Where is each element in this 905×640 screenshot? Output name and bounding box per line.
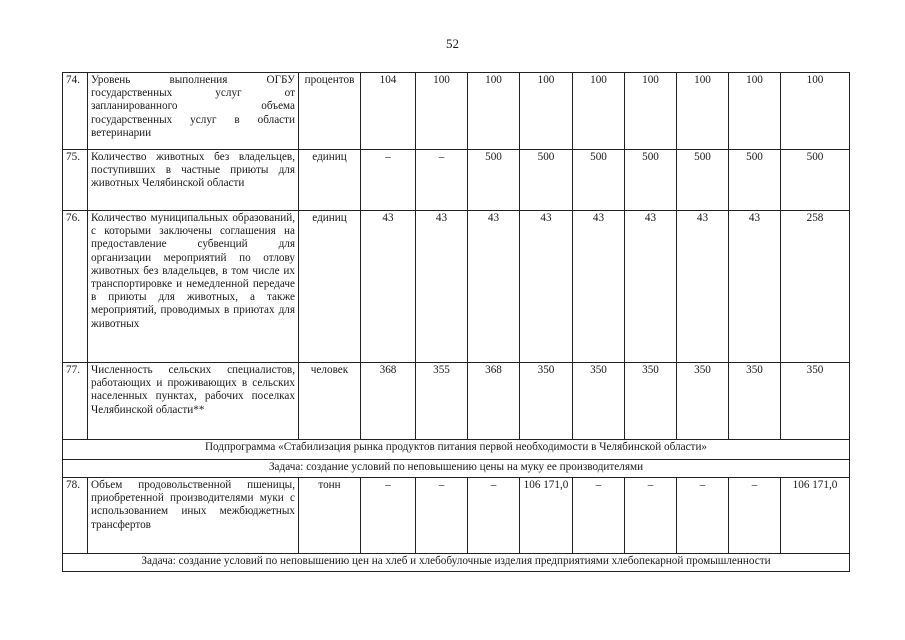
value-cell: 100 — [520, 73, 573, 150]
value-cell: 368 — [468, 363, 520, 440]
value-cell: 106 171,0 — [520, 478, 573, 554]
value-cell: 500 — [781, 150, 850, 211]
row-number: 78. — [63, 478, 88, 554]
table-row — [63, 478, 850, 554]
value-cell: – — [625, 478, 677, 554]
value-cell: 368 — [361, 363, 416, 440]
table-row — [63, 73, 850, 150]
row-number: 77. — [63, 363, 88, 440]
value-cell: 43 — [416, 211, 468, 363]
value-cell: 500 — [573, 150, 625, 211]
subprogram-title: Подпрограмма «Стабилизация рынка продуктов питания первой необходимости в Челябинской области» — [63, 440, 850, 460]
row-number: 74. — [63, 73, 88, 150]
value-cell: 100 — [625, 73, 677, 150]
value-cell: 100 — [416, 73, 468, 150]
value-cell: – — [416, 478, 468, 554]
row-number: 76. — [63, 211, 88, 363]
value-cell: 43 — [729, 211, 781, 363]
value-cell: 43 — [468, 211, 520, 363]
task-title: Задача: создание условий по неповышению цены на муку ее производителями — [63, 460, 850, 478]
value-cell: 500 — [468, 150, 520, 211]
value-cell: – — [677, 478, 729, 554]
indicator-name: Количество животных без владельцев, поступивших в частные приюты для животных Челябинской области — [88, 150, 299, 211]
value-cell: 350 — [573, 363, 625, 440]
value-cell: 43 — [520, 211, 573, 363]
row-number: 75. — [63, 150, 88, 211]
value-cell: 100 — [677, 73, 729, 150]
table-row — [63, 150, 850, 211]
indicator-name: Объем продовольственной пшеницы, приобретенной производителями муки с использованием иных межбюджетных трансфертов — [88, 478, 299, 554]
task-row — [63, 460, 850, 478]
value-cell: 350 — [625, 363, 677, 440]
value-cell: – — [573, 478, 625, 554]
unit-cell: человек — [299, 363, 361, 440]
subprogram-row — [63, 440, 850, 460]
value-cell: 100 — [573, 73, 625, 150]
value-cell: – — [468, 478, 520, 554]
value-cell: – — [361, 150, 416, 211]
value-cell: 43 — [573, 211, 625, 363]
value-cell: – — [729, 478, 781, 554]
task-title: Задача: создание условий по неповышению цен на хлеб и хлебобулочные изделия предприятиями хлебопекарной промышленности — [63, 554, 850, 572]
value-cell: 100 — [781, 73, 850, 150]
indicator-name: Уровень выполнения ОГБУ государственных услуг от запланированного объема государственных услуг в области ветеринарии — [88, 73, 299, 150]
indicators-table — [62, 72, 850, 572]
value-cell: 100 — [468, 73, 520, 150]
value-cell: 350 — [677, 363, 729, 440]
value-cell: 258 — [781, 211, 850, 363]
value-cell: 43 — [361, 211, 416, 363]
value-cell: 350 — [520, 363, 573, 440]
value-cell: 500 — [677, 150, 729, 211]
table-body — [63, 73, 850, 572]
value-cell: 500 — [625, 150, 677, 211]
unit-cell: процентов — [299, 73, 361, 150]
indicator-name: Численность сельских специалистов, работающих и проживающих в сельских населенных пунктах, рабочих поселках Челябинской области** — [88, 363, 299, 440]
unit-cell: тонн — [299, 478, 361, 554]
value-cell: 355 — [416, 363, 468, 440]
value-cell: 43 — [625, 211, 677, 363]
value-cell: – — [416, 150, 468, 211]
value-cell: 350 — [729, 363, 781, 440]
value-cell: 500 — [729, 150, 781, 211]
value-cell: 350 — [781, 363, 850, 440]
value-cell: – — [361, 478, 416, 554]
value-cell: 100 — [729, 73, 781, 150]
table-row — [63, 363, 850, 440]
value-cell: 500 — [520, 150, 573, 211]
table-row — [63, 211, 850, 363]
value-cell: 43 — [677, 211, 729, 363]
task-row — [63, 554, 850, 572]
value-cell: 106 171,0 — [781, 478, 850, 554]
unit-cell: единиц — [299, 150, 361, 211]
unit-cell: единиц — [299, 211, 361, 363]
page-number: 52 — [446, 36, 459, 51]
value-cell: 104 — [361, 73, 416, 150]
indicator-name: Количество муниципальных образований, с которыми заключены соглашения на предоставление субвенций для организации мероприятий по отлову животных без владельцев, в том числе их транспортировке и немедленной передаче в приюты для животных, а также мероприятий, проводимых в приютах для животных — [88, 211, 299, 363]
